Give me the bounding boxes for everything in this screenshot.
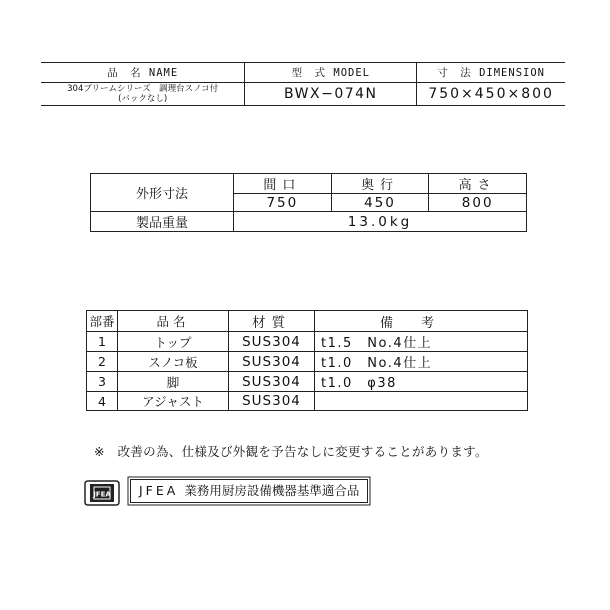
part-material: SUS304 <box>229 372 315 392</box>
parts-header-name: 品名 <box>118 311 229 332</box>
table-row <box>87 392 528 411</box>
weight-value: 13.0kg <box>234 212 527 232</box>
value-row <box>41 83 565 106</box>
model-value: BWX−074N <box>245 83 417 106</box>
header-row <box>41 63 565 83</box>
table-row <box>87 372 528 392</box>
part-note: t1.5 No.4仕上 <box>315 332 528 352</box>
part-note <box>315 392 528 411</box>
part-note: t1.0 No.4仕上 <box>315 352 528 372</box>
parts-header-row <box>87 311 528 332</box>
spec-col-width: 間口 <box>234 174 332 194</box>
outer-dimension-label: 外形寸法 <box>91 174 234 212</box>
spec-col-height: 高さ <box>429 174 527 194</box>
jfea-logo-icon <box>84 480 120 506</box>
part-name: アジャスト <box>118 392 229 411</box>
dimension-value: 750×450×800 <box>417 83 565 106</box>
part-name: トップ <box>118 332 229 352</box>
certification-prefix: JFEA <box>139 483 179 498</box>
certification-text: 業務用厨房設備機器基準適合品 <box>184 483 360 498</box>
parts-header-no: 部番 <box>87 311 118 332</box>
product-name-line1: 304ブリームシリーズ 調理台スノコ付 <box>67 84 219 94</box>
weight-label: 製品重量 <box>91 212 234 232</box>
product-name-cell <box>41 83 245 106</box>
weight-row <box>91 212 527 232</box>
spec-height-value: 800 <box>429 194 527 212</box>
parts-table <box>86 310 528 411</box>
part-no: 1 <box>87 332 118 352</box>
product-header-table <box>41 62 565 106</box>
model-header: 型 式 MODEL <box>245 63 417 83</box>
certification-badge <box>130 479 368 503</box>
parts-header-material: 材質 <box>229 311 315 332</box>
table-row <box>87 332 528 352</box>
spec-depth-value: 450 <box>331 194 429 212</box>
spec-col-depth: 奥行 <box>331 174 429 194</box>
change-notice: ※ 改善の為、仕様及び外観を予告なしに変更することがあります。 <box>94 444 488 459</box>
parts-header-note: 備考 <box>315 311 528 332</box>
name-header: 品 名 NAME <box>41 63 245 83</box>
spec-header-row <box>91 174 527 194</box>
table-row <box>87 352 528 372</box>
part-material: SUS304 <box>229 352 315 372</box>
part-note: t1.0 φ38 <box>315 372 528 392</box>
part-no: 4 <box>87 392 118 411</box>
part-name: スノコ板 <box>118 352 229 372</box>
part-no: 3 <box>87 372 118 392</box>
part-material: SUS304 <box>229 392 315 411</box>
logo-text: JFEA <box>93 490 111 499</box>
part-material: SUS304 <box>229 332 315 352</box>
spec-width-value: 750 <box>234 194 332 212</box>
product-name-line2: (バックなし) <box>118 94 168 104</box>
part-no: 2 <box>87 352 118 372</box>
part-name: 脚 <box>118 372 229 392</box>
spec-table <box>90 173 527 232</box>
dimension-header: 寸 法 DIMENSION <box>417 63 565 83</box>
